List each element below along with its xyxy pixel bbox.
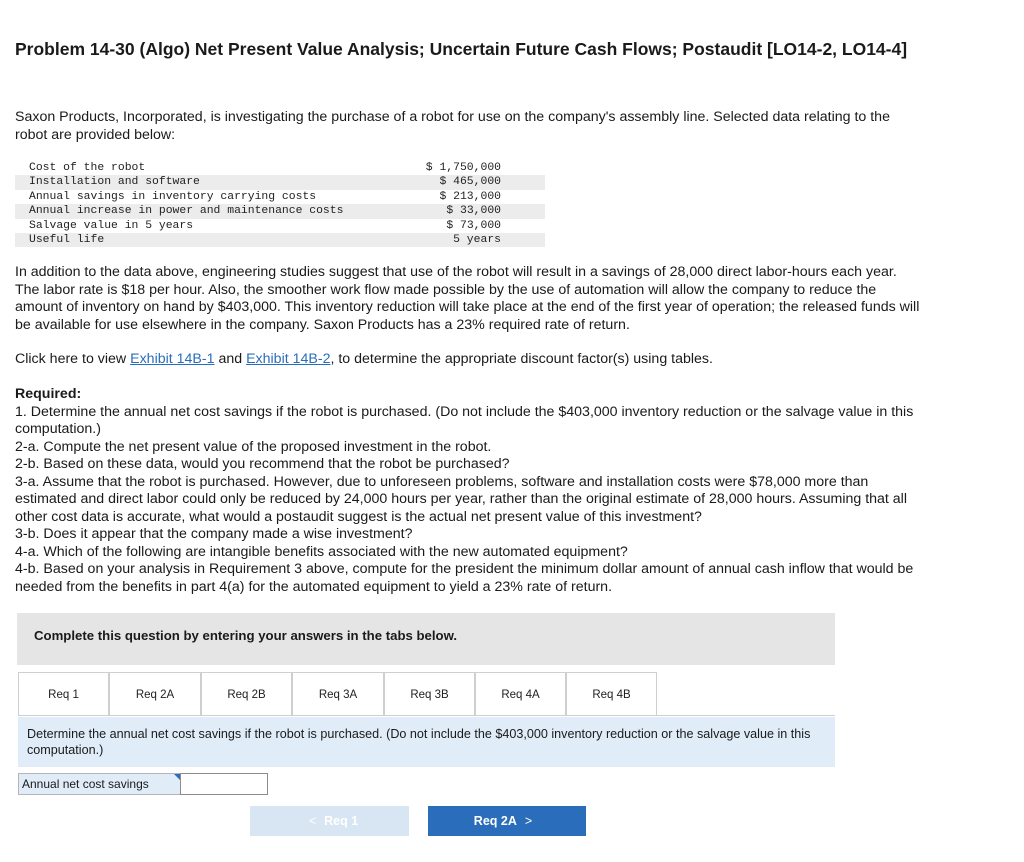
required-item-2a: 2-a. Compute the net present value of the proposed investment in the robot.: [15, 438, 492, 455]
required-item-3a: 3-a. Assume that the robot is purchased. However, due to unforeseen problems, software and installation costs were $78,000 more than estimated and direct labor could only be reduced by 24,000 hours per year, rather than the original estimate of 28,000 hours. Assuming that all other cost data is accurate, what would a postaudit suggest is the actual net present value of this investment?: [15, 473, 907, 525]
row-value: $ 1,750,000: [425, 162, 501, 174]
data-table: [15, 161, 545, 247]
required-item-2b: 2-b. Based on these data, would you recommend that the robot be purchased?: [15, 456, 510, 472]
chevron-right-icon: >: [524, 814, 533, 828]
exhibit-links-line: [15, 351, 915, 369]
instruction-box: Determine the annual net cost savings if the robot is purchased. (Do not include the $403,000 inventory reduction or the salvage value in this computation.): [18, 717, 835, 767]
table-row: [15, 204, 545, 218]
row-label: Annual savings in inventory carrying costs: [29, 190, 317, 203]
tab-req-4a[interactable]: Req 4A: [475, 672, 566, 716]
exhibit-14b-2-link[interactable]: Exhibit 14B-2: [246, 351, 331, 367]
row-label: Cost of the robot: [29, 162, 146, 174]
table-row: [15, 161, 545, 175]
table-row: [15, 175, 545, 189]
tabs-divider: [18, 715, 835, 716]
prev-button-label: Req 1: [324, 814, 359, 828]
click-suffix: , to determine the appropriate discount factor(s) using tables.: [330, 351, 713, 367]
tab-req-1[interactable]: Req 1: [18, 672, 109, 716]
required-section: [15, 386, 915, 596]
tab-req-2a[interactable]: Req 2A: [109, 672, 201, 716]
row-value: 5 years: [453, 233, 501, 246]
answer-label: Annual net cost savings: [18, 773, 180, 795]
table-row: [15, 219, 545, 233]
row-value: $ 33,000: [446, 205, 501, 218]
annual-net-cost-savings-input[interactable]: [180, 773, 268, 795]
click-middle: and: [214, 351, 247, 367]
tab-req-2b[interactable]: Req 2B: [201, 672, 292, 716]
row-label: Annual increase in power and maintenance costs: [29, 205, 344, 218]
row-value: $ 73,000: [446, 219, 501, 232]
required-item-4b: 4-b. Based on your analysis in Requirement 3 above, compute for the president the minimum dollar amount of annual cash inflow that would be needed from the benefits in part 4(a) for the automated equipment to yield a 23% rate of return.: [15, 561, 914, 595]
row-label: Salvage value in 5 years: [29, 219, 194, 232]
required-item-1: 1. Determine the annual net cost savings if the robot is purchased. (Do not include the $403,000 inventory reduction or the salvage value in this computation.): [15, 403, 914, 437]
complete-prompt-box: [17, 613, 835, 665]
row-label: Installation and software: [29, 176, 200, 189]
tab-req-4b[interactable]: Req 4B: [566, 672, 657, 716]
prev-req-button[interactable]: [250, 806, 409, 836]
row-value: $ 465,000: [439, 176, 501, 189]
tab-req-3a[interactable]: Req 3A: [292, 672, 384, 716]
required-heading: Required:: [15, 386, 82, 402]
additional-info-paragraph: In addition to the data above, engineering studies suggest that use of the robot will result in a savings of 28,000 direct labor-hours each year. The labor rate is $18 per hour. Also, the smoother work flow made possible by the use of automation will allow the company to reduce the amount of inventory on hand by $403,000. This inventory reduction will take place at the end of the first year of operation; the released funds will be available for use elsewhere in the company. Saxon Products has a 23% required rate of return.: [15, 264, 920, 333]
chevron-left-icon: <: [308, 814, 317, 828]
required-item-4a: 4-a. Which of the following are intangible benefits associated with the new automated equipment?: [15, 543, 628, 560]
row-label: Useful life: [29, 233, 105, 246]
next-req-button[interactable]: [428, 806, 586, 836]
complete-prompt: Complete this question by entering your answers in the tabs below.: [34, 628, 458, 643]
click-prefix: Click here to view: [15, 351, 131, 367]
tab-req-3b[interactable]: Req 3B: [384, 672, 475, 716]
table-row: [15, 190, 545, 204]
intro-paragraph: Saxon Products, Incorporated, is investigating the purchase of a robot for use on the company's assembly line. Selected data relating to the robot are provided below:: [15, 109, 890, 143]
table-row: [15, 233, 545, 247]
problem-title: Problem 14-30 (Algo) Net Present Value Analysis; Uncertain Future Cash Flows; Postaudit [LO14-2, LO14-4]: [15, 39, 908, 59]
next-button-label: Req 2A: [473, 814, 517, 828]
exhibit-14b-1-link[interactable]: Exhibit 14B-1: [130, 351, 215, 367]
row-value: $ 213,000: [439, 190, 501, 203]
required-item-3b: 3-b. Does it appear that the company made a wise investment?: [15, 526, 413, 542]
